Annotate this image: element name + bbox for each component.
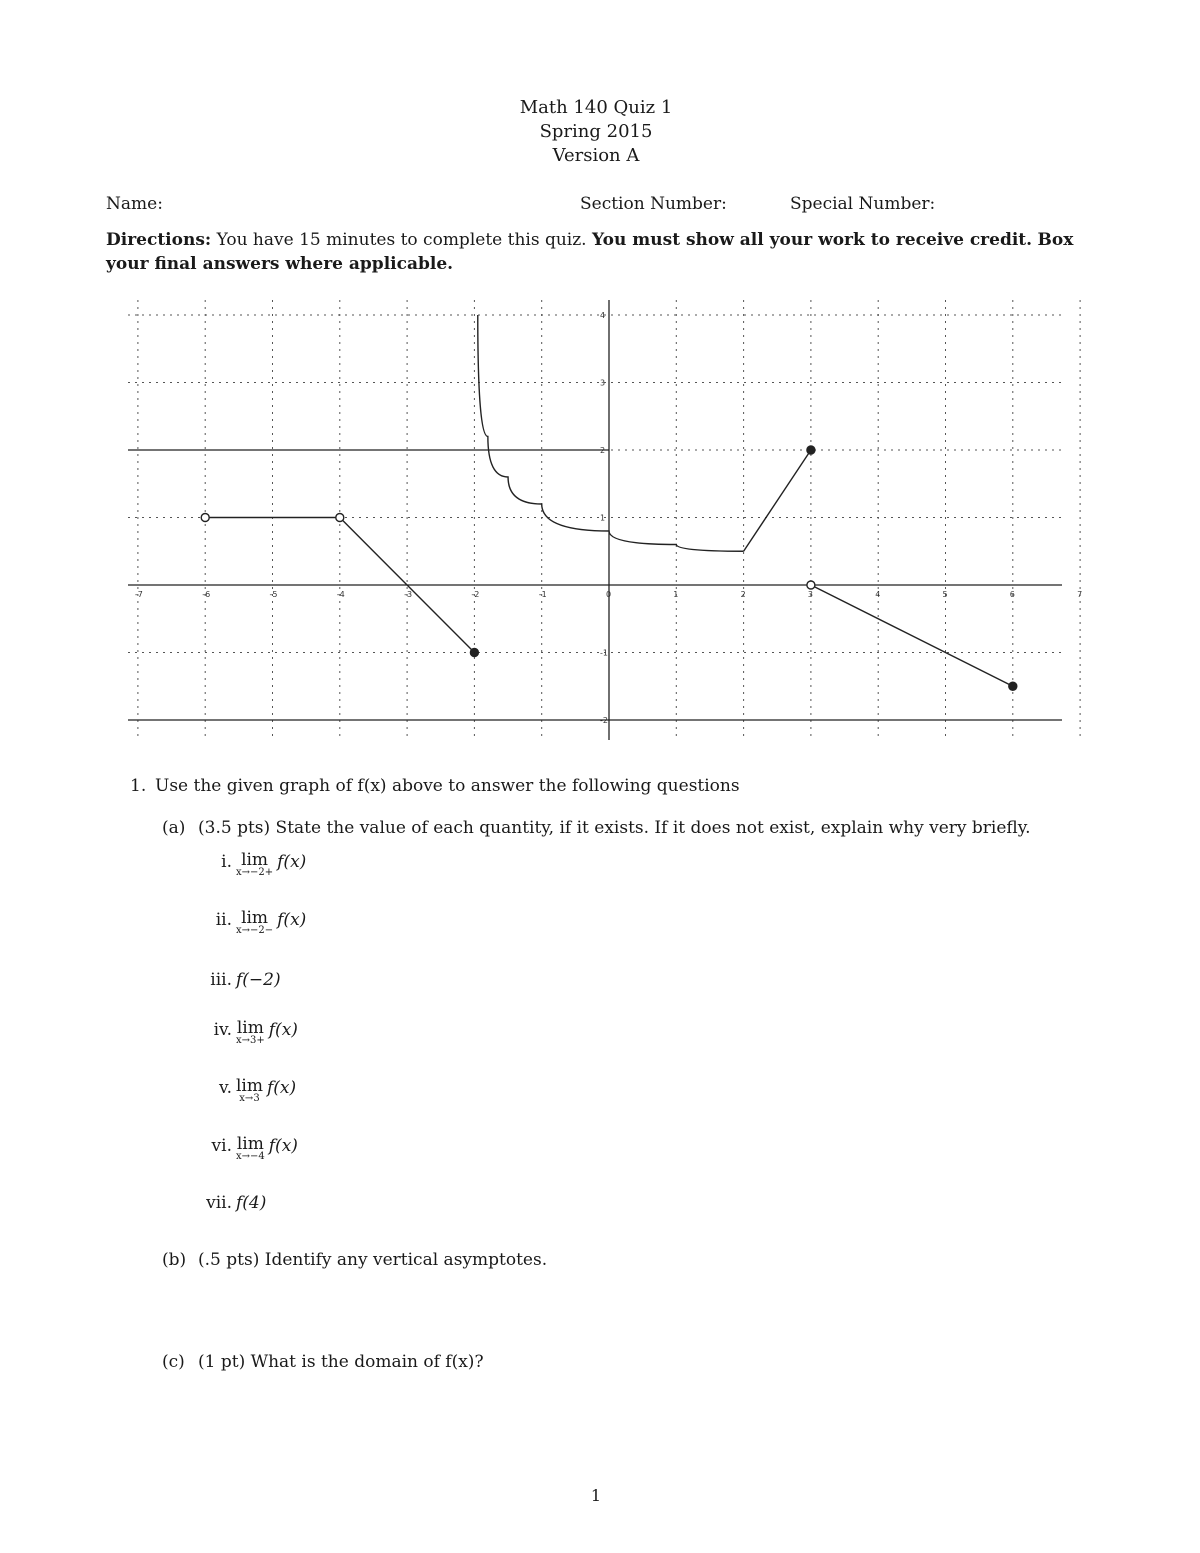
item-numeral: iii.: [210, 970, 232, 990]
quiz-term: Spring 2015: [539, 121, 653, 142]
limit-item: [196, 1020, 298, 1046]
open-endpoint: [336, 514, 344, 522]
function-curve: [478, 315, 744, 551]
x-tick-label: 6: [1009, 590, 1015, 599]
special-number-label: Special Number:: [790, 194, 936, 214]
part-a-label: (a): [162, 818, 186, 838]
directions-label: Directions:: [106, 230, 212, 250]
item-expression: f(x): [277, 852, 307, 872]
item-expression: f(x): [268, 1136, 298, 1156]
item-numeral: vi.: [211, 1136, 232, 1156]
function-segment: [744, 450, 811, 551]
limit-item: [196, 1136, 298, 1162]
limit-subscript: x→3+: [236, 1035, 265, 1046]
closed-endpoint: [470, 649, 478, 657]
y-tick-label: 4: [600, 311, 606, 320]
item-numeral: ii.: [215, 910, 232, 930]
limit-word: lim: [236, 1134, 264, 1154]
x-tick-label: 2: [740, 590, 746, 599]
limit-subscript: x→3: [239, 1093, 260, 1104]
limit-word: lim: [241, 850, 269, 870]
quiz-title: Math 140 Quiz 1: [519, 97, 673, 118]
item-numeral: i.: [221, 852, 232, 872]
item-numeral: vii.: [206, 1193, 232, 1213]
x-tick-label: 4: [875, 590, 881, 599]
item-expression: f(x): [268, 1020, 298, 1040]
limit-operator: [236, 910, 273, 936]
limit-subscript: x→−4: [236, 1151, 265, 1162]
item-expression: f(4): [236, 1193, 267, 1213]
x-tick-label: -4: [336, 590, 345, 599]
item-expression: f(x): [267, 1078, 297, 1098]
directions-text-2: You must show all your work to receive credit.: [592, 230, 1033, 250]
y-tick-label: -1: [600, 648, 608, 658]
item-numeral: v.: [219, 1078, 232, 1098]
open-endpoint: [201, 514, 209, 522]
part-c-text: (1 pt) What is the domain of f(x)?: [198, 1352, 484, 1372]
y-tick-label: 1: [600, 513, 606, 523]
limit-item: [196, 1078, 296, 1104]
section-number-label: Section Number:: [580, 194, 727, 214]
x-tick-label: -3: [404, 590, 413, 599]
closed-endpoint: [807, 446, 815, 454]
part-b-label: (b): [162, 1250, 187, 1270]
function-segment: [811, 585, 1013, 686]
x-tick-label: -2: [471, 590, 480, 599]
question-1-text: Use the given graph of f(x) above to answer the following questions: [155, 776, 740, 796]
limit-word: lim: [236, 1018, 264, 1038]
x-tick-label: -1: [538, 590, 547, 599]
x-tick-label: 0: [606, 590, 612, 599]
limit-item: [196, 852, 306, 878]
x-tick-label: 7: [1077, 590, 1083, 599]
limit-subscript: x→−2−: [236, 925, 274, 936]
part-b-text: (.5 pts) Identify any vertical asymptotes.: [198, 1250, 548, 1270]
x-tick-label: -7: [134, 590, 143, 599]
y-tick-label: 2: [600, 446, 606, 455]
y-tick-label: -2: [600, 716, 608, 725]
x-tick-label: 1: [673, 590, 679, 599]
question-1-number: 1.: [130, 776, 147, 796]
x-tick-label: 3: [807, 590, 813, 599]
limit-item: [196, 970, 281, 990]
limit-subscript: x→−2+: [236, 867, 274, 878]
y-tick-label: 3: [600, 378, 606, 388]
item-expression: f(−2): [236, 970, 281, 990]
limit-word: lim: [236, 1076, 263, 1096]
limit-word: lim: [241, 908, 269, 928]
quiz-version: Version A: [552, 145, 640, 166]
open-endpoint: [807, 581, 815, 589]
directions-text-1: You have 15 minutes to complete this quiz.: [216, 230, 587, 250]
closed-endpoint: [1009, 682, 1017, 690]
limit-operator: [236, 1136, 265, 1162]
x-tick-label: 5: [942, 590, 948, 599]
limit-item: [196, 910, 306, 936]
limit-operator: [236, 852, 273, 878]
item-numeral: iv.: [213, 1020, 232, 1040]
item-expression: f(x): [277, 910, 307, 930]
graph-axes: [128, 300, 1062, 740]
limit-operator: [236, 1020, 265, 1046]
limit-item: [196, 1193, 266, 1213]
page-number: 1: [590, 1486, 602, 1505]
x-tick-label: -6: [202, 590, 211, 599]
part-a-text: (3.5 pts) State the value of each quantity, if it exists. If it does not exist, explain why very briefly.: [198, 818, 1031, 838]
directions-text-3: Box your final answers where applicable.: [106, 230, 1074, 274]
x-tick-label: -5: [269, 590, 278, 599]
limit-operator: [236, 1078, 263, 1104]
function-graph: [0, 0, 1200, 760]
part-c-label: (c): [162, 1352, 185, 1372]
name-label: Name:: [106, 194, 163, 214]
